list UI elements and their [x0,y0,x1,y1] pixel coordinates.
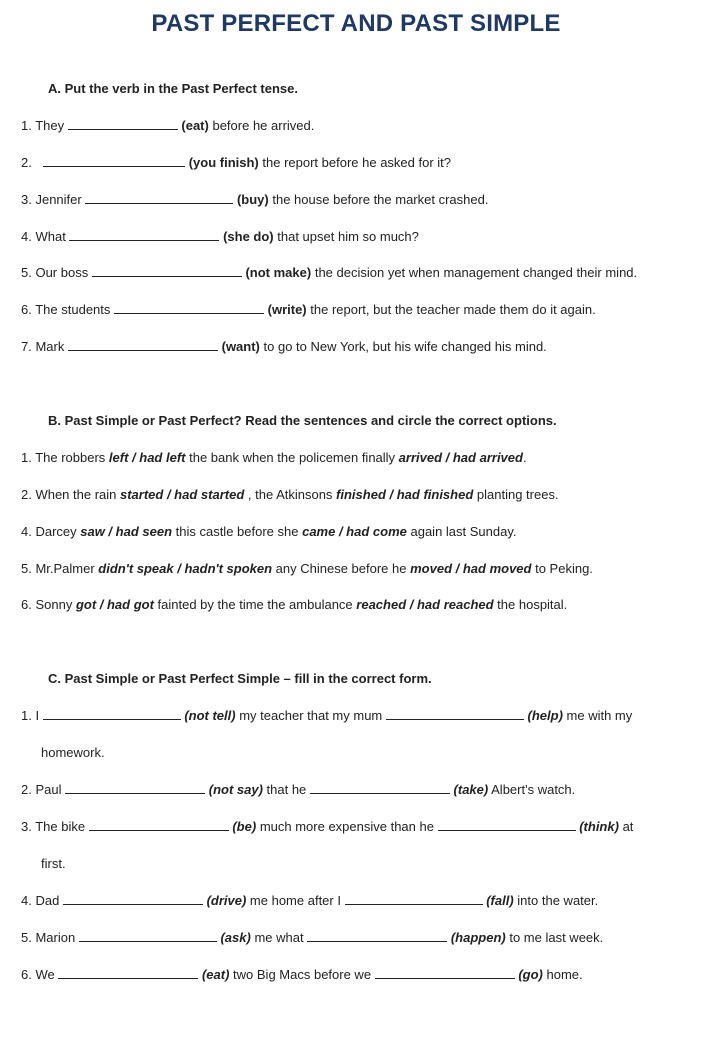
exercise-b-2 [21,487,559,502]
exercise-a-2 [21,155,451,170]
sentence-text: The students [35,302,111,317]
answer-blank[interactable] [307,930,447,942]
item-number: 1. [21,118,32,133]
item-number: 7. [21,339,32,354]
sentence-text: 2. Paul [21,782,62,797]
sentence-text: any Chinese before he [272,561,411,576]
sentence-text: at [622,819,634,834]
verb-hint: (eat) [201,967,230,982]
sentence-text: again last Sunday. [406,524,517,539]
section-a-heading: A. Put the verb in the Past Perfect tense. [48,81,298,96]
sentence-text: Mark [35,339,65,354]
exercise-b-4 [21,524,517,539]
answer-blank[interactable] [65,782,205,794]
exercise-a-1 [21,118,314,133]
answer-blank[interactable] [43,155,185,167]
verb-hint: (eat) [181,118,209,133]
exercise-c-1 [21,708,632,723]
sentence-text: the hospital. [493,597,568,612]
section-b-heading: B. Past Simple or Past Perfect? Read the sentences and circle the correct options. [48,413,557,428]
circle-option[interactable]: started / had started [120,487,245,502]
answer-blank[interactable] [438,819,576,831]
sentence-text: 3. The bike [21,819,86,834]
circle-option[interactable]: didn't speak / hadn't spoken [98,561,273,576]
sentence-text: Jennifer [35,192,82,207]
exercise-a-7 [21,339,547,354]
item-number: 5. [21,265,32,280]
item-number: 6. [21,302,32,317]
sentence-text: the report, but the teacher made them do it again. [310,302,596,317]
verb-hint: (write) [267,302,307,317]
circle-option[interactable]: got / had got [75,597,154,612]
sentence-text: to me last week. [509,930,604,945]
sentence-text: into the water. [517,893,599,908]
answer-blank[interactable] [345,893,483,905]
section-c-heading: C. Past Simple or Past Perfect Simple – fill in the correct form. [48,671,432,686]
answer-blank[interactable] [85,192,233,204]
sentence-text: 5. Marion [21,930,76,945]
circle-option[interactable]: came / had come [302,524,407,539]
sentence-text: two Big Macs before we [233,967,372,982]
sentence-text: 1. I [21,708,40,723]
exercise-c-4 [21,893,598,908]
answer-blank[interactable] [375,967,515,979]
circle-option[interactable]: arrived / had arrived [398,450,523,465]
circle-option[interactable]: left / had left [108,450,186,465]
answer-blank[interactable] [63,893,203,905]
item-number: 3. [21,192,32,207]
circle-option[interactable]: moved / had moved [410,561,532,576]
sentence-text: Albert's watch. [491,782,576,797]
sentence-text: the report before he asked for it? [262,155,452,170]
sentence-text: before he arrived. [212,118,315,133]
verb-hint: (drive) [206,893,247,908]
sentence-text: 1. The robbers [21,450,109,465]
verb-hint: (want) [221,339,260,354]
circle-option[interactable]: reached / had reached [356,597,494,612]
sentence-text: to Peking. [531,561,593,576]
answer-blank[interactable] [43,708,181,720]
verb-hint: (help) [527,708,563,723]
verb-hint: (not make) [245,265,312,280]
answer-blank[interactable] [89,819,229,831]
sentence-text: , the Atkinsons [244,487,337,502]
exercise-b-6 [21,597,567,612]
exercise-c-6 [21,967,583,982]
sentence-text: the house before the market crashed. [272,192,489,207]
sentence-text: that he [266,782,307,797]
sentence-text: fainted by the time the ambulance [153,597,357,612]
sentence-text: the decision yet when management changed their mind. [314,265,638,280]
verb-hint: (buy) [236,192,269,207]
sentence-text: to go to New York, but his wife changed his mind. [263,339,547,354]
verb-hint: (she do) [223,229,274,244]
item-number: 2. [21,155,32,170]
sentence-text: 4. Dad [21,893,60,908]
exercise-b-1 [21,450,527,465]
sentence-text: Our boss [35,265,89,280]
verb-hint: (happen) [450,930,506,945]
answer-blank[interactable] [68,118,178,130]
verb-hint: (not say) [208,782,263,797]
verb-hint: (not tell) [184,708,236,723]
exercise-c-5 [21,930,603,945]
answer-blank[interactable] [58,967,198,979]
exercise-a-5 [21,265,637,280]
sentence-text: me what [254,930,304,945]
circle-option[interactable]: finished / had finished [336,487,474,502]
sentence-text: the bank when the policemen finally [185,450,399,465]
sentence-text: . [522,450,527,465]
verb-hint: (go) [518,967,543,982]
sentence-text: 6. We [21,967,55,982]
sentence-text: much more expensive than he [259,819,434,834]
sentence-text: What [35,229,66,244]
verb-hint: (fall) [486,893,514,908]
sentence-text: 2. When the rain [21,487,120,502]
verb-hint: (you finish) [188,155,259,170]
verb-hint: (think) [579,819,619,834]
sentence-text: 5. Mr.Palmer [21,561,99,576]
sentence-text: planting trees. [473,487,559,502]
sentence-text: me with my [566,708,633,723]
circle-option[interactable]: saw / had seen [80,524,173,539]
exercise-a-6 [21,302,596,317]
verb-hint: (be) [232,819,257,834]
sentence-text: this castle before she [172,524,303,539]
sentence-text: my teacher that my mum [239,708,383,723]
exercise-a-3 [21,192,488,207]
answer-blank[interactable] [114,302,264,314]
sentence-text: me home after I [249,893,341,908]
exercise-c-2 [21,782,575,797]
sentence-text: 6. Sonny [21,597,76,612]
verb-hint: (ask) [220,930,251,945]
sentence-text: home. [546,967,583,982]
answer-blank[interactable] [310,782,450,794]
exercise-c-1-continuation: homework. [41,745,105,760]
answer-blank[interactable] [386,708,524,720]
sentence-text: 4. Darcey [21,524,81,539]
exercise-b-5 [21,561,593,576]
answer-blank[interactable] [92,265,242,277]
verb-hint: (take) [453,782,489,797]
exercise-c-3 [21,819,633,834]
answer-blank[interactable] [68,339,218,351]
exercise-c-3-continuation: first. [41,856,66,871]
sentence-text: They [35,118,65,133]
exercise-a-4 [21,229,419,244]
sentence-text: that upset him so much? [277,229,419,244]
page-title: PAST PERFECT AND PAST SIMPLE [151,10,561,37]
answer-blank[interactable] [79,930,217,942]
item-number: 4. [21,229,32,244]
answer-blank[interactable] [69,229,219,241]
